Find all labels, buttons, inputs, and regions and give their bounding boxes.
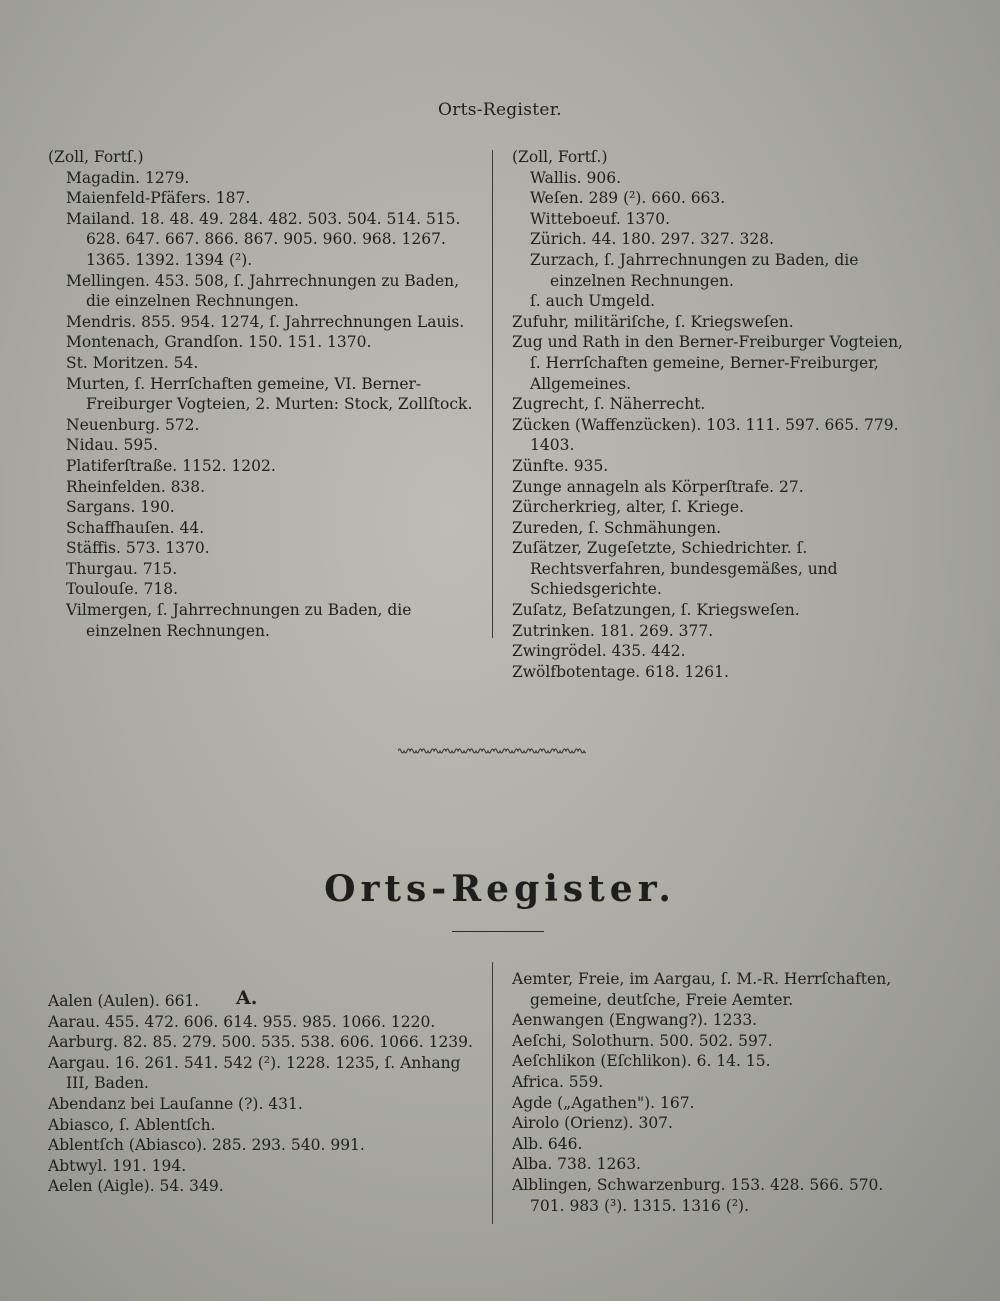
index-entry: Abtwyl. 191. 194.: [48, 1156, 187, 1175]
index-entry: Aarburg. 82. 85. 279. 500. 535. 538. 606. 1066. 1239.: [48, 1033, 473, 1052]
index-entry: Vilmergen, ſ. Jahrrechnungen zu Baden, die einzelnen Rechnungen.: [66, 601, 412, 640]
index-entry: Maienfeld-Pfäfers. 187.: [66, 189, 251, 208]
wavy-ornament-divider: [398, 745, 586, 757]
index-entry: Thurgau. 715.: [66, 559, 178, 578]
index-entry: Mellingen. 453. 508, ſ. Jahrrechnungen zu Baden, die einzelnen Rechnungen.: [66, 271, 460, 311]
index-entry: Mendris. 855. 954. 1274, ſ. Jahrrechnungen Lauis.: [66, 312, 465, 331]
index-entry: Aeſchi, Solothurn. 500. 502. 597.: [512, 1031, 773, 1050]
index-entry: Aargau. 16. 261. 541. 542 (²). 1228. 1235, ſ. Anhang III, Baden.: [48, 1053, 461, 1093]
index-entry: Abiasco, ſ. Ablentſch.: [48, 1115, 216, 1134]
index-entry: (Zoll, Fortſ.): [512, 148, 608, 166]
index-entry: Alb. 646.: [512, 1134, 583, 1153]
index-entry: Weſen. 289 (²). 660. 663.: [530, 189, 726, 208]
index-entry: Magadin. 1279.: [66, 168, 190, 187]
title-rule: [452, 931, 544, 932]
index-entry: Wallis. 906.: [530, 168, 622, 187]
index-entry: Airolo (Orienz). 307.: [512, 1114, 673, 1133]
index-entry: Zugrecht, ſ. Näherrecht.: [512, 395, 706, 414]
index-column-bottom-right: [512, 969, 922, 1216]
section-title: Orts-Register.: [324, 868, 676, 910]
index-entry: Ablentſch (Abiasco). 285. 293. 540. 991.: [48, 1136, 365, 1155]
index-entry: Zwingrödel. 435. 442.: [512, 642, 686, 661]
index-entry: (Zoll, Fortſ.): [48, 148, 144, 166]
index-entry: Zücken (Waffenzücken). 103. 111. 597. 665. 779. 1403.: [512, 415, 899, 455]
index-entry: Aelen (Aigle). 54. 349.: [48, 1177, 224, 1196]
index-column-top-left: [48, 147, 473, 641]
index-entry: Zuſätzer, Zugeſetzte, Schiedrichter. ſ. Rechtsverfahren, bundesgemäßes, und Schiedsgerichte.: [512, 539, 838, 599]
index-entry: Nidau. 595.: [66, 436, 159, 455]
index-entry: Aenwangen (Engwang?). 1233.: [512, 1011, 758, 1030]
index-entry: Zureden, ſ. Schmähungen.: [512, 518, 722, 537]
index-entry: Toulouſe. 718.: [66, 580, 178, 599]
index-entry: Stäffis. 573. 1370.: [66, 539, 210, 558]
index-entry: Mailand. 18. 48. 49. 284. 482. 503. 504. 514. 515. 628. 647. 667. 866. 867. 905. 960. 968. 1267. 1365. 1392. 1394 (²).: [66, 209, 461, 269]
index-entry: Neuenburg. 572.: [66, 415, 200, 434]
index-entry: Aeſchlikon (Eſchlikon). 6. 14. 15.: [512, 1052, 771, 1071]
index-entry: Zürcherkrieg, alter, ſ. Kriege.: [512, 498, 745, 517]
index-entry: Sargans. 190.: [66, 498, 175, 517]
index-entry: Alba. 738. 1263.: [512, 1155, 641, 1174]
column-divider-top: [492, 150, 493, 638]
index-entry: St. Moritzen. 54.: [66, 353, 199, 372]
index-entry: Aemter, Freie, im Aargau, ſ. M.-R. Herrſchaften, gemeine, deutſche, Freie Aemter.: [512, 970, 892, 1009]
index-entry: Zunge annageln als Körperſtrafe. 27.: [512, 477, 804, 496]
running-head: Orts-Register.: [437, 100, 563, 120]
index-entry: Aalen (Aulen). 661.: [48, 992, 200, 1010]
index-entry: Zutrinken. 181. 269. 377.: [512, 621, 714, 640]
index-entry: Zug und Rath in den Berner-Freiburger Vogteien, ſ. Herrſchaften gemeine, Berner-Freiburger, Allgemeines.: [512, 333, 903, 393]
index-entry: Schaffhauſen. 44.: [66, 518, 205, 537]
index-entry: Aarau. 455. 472. 606. 614. 955. 985. 1066. 1220.: [48, 1012, 436, 1031]
index-entry: ſ. auch Umgeld.: [530, 292, 656, 311]
index-column-bottom-left: [48, 991, 473, 1197]
index-entry: Alblingen, Schwarzenburg. 153. 428. 566. 570. 701. 983 (³). 1315. 1316 (²).: [512, 1175, 884, 1215]
letter-heading: A.: [236, 987, 258, 1009]
index-entry: Africa. 559.: [512, 1072, 604, 1091]
index-entry: Montenach, Grandſon. 150. 151. 1370.: [66, 333, 372, 352]
index-entry: Platiferſtraße. 1152. 1202.: [66, 456, 276, 475]
index-entry: Zwölfbotentage. 618. 1261.: [512, 662, 729, 681]
index-entry: Rheinfelden. 838.: [66, 477, 206, 496]
index-entry: Zurzach, ſ. Jahrrechnungen zu Baden, die einzelnen Rechnungen.: [530, 250, 859, 290]
index-column-top-right: [512, 147, 912, 682]
index-entry: Zuſatz, Beſatzungen, ſ. Kriegsweſen.: [512, 601, 800, 620]
index-entry: Witteboeuf. 1370.: [530, 209, 671, 228]
index-entry: Agde („Agathen"). 167.: [512, 1093, 695, 1112]
index-entry: Zürich. 44. 180. 297. 327. 328.: [530, 230, 775, 249]
index-entry: Abendanz bei Lauſanne (?). 431.: [48, 1094, 303, 1113]
index-entry: Zünfte. 935.: [512, 456, 609, 475]
column-divider-bottom: [492, 962, 493, 1224]
index-entry: Zufuhr, militäriſche, ſ. Kriegsweſen.: [512, 312, 794, 331]
index-entry: Murten, ſ. Herrſchaften gemeine, VI. Berner-Freiburger Vogteien, 2. Murten: Stock, Zollſtock.: [66, 374, 473, 414]
